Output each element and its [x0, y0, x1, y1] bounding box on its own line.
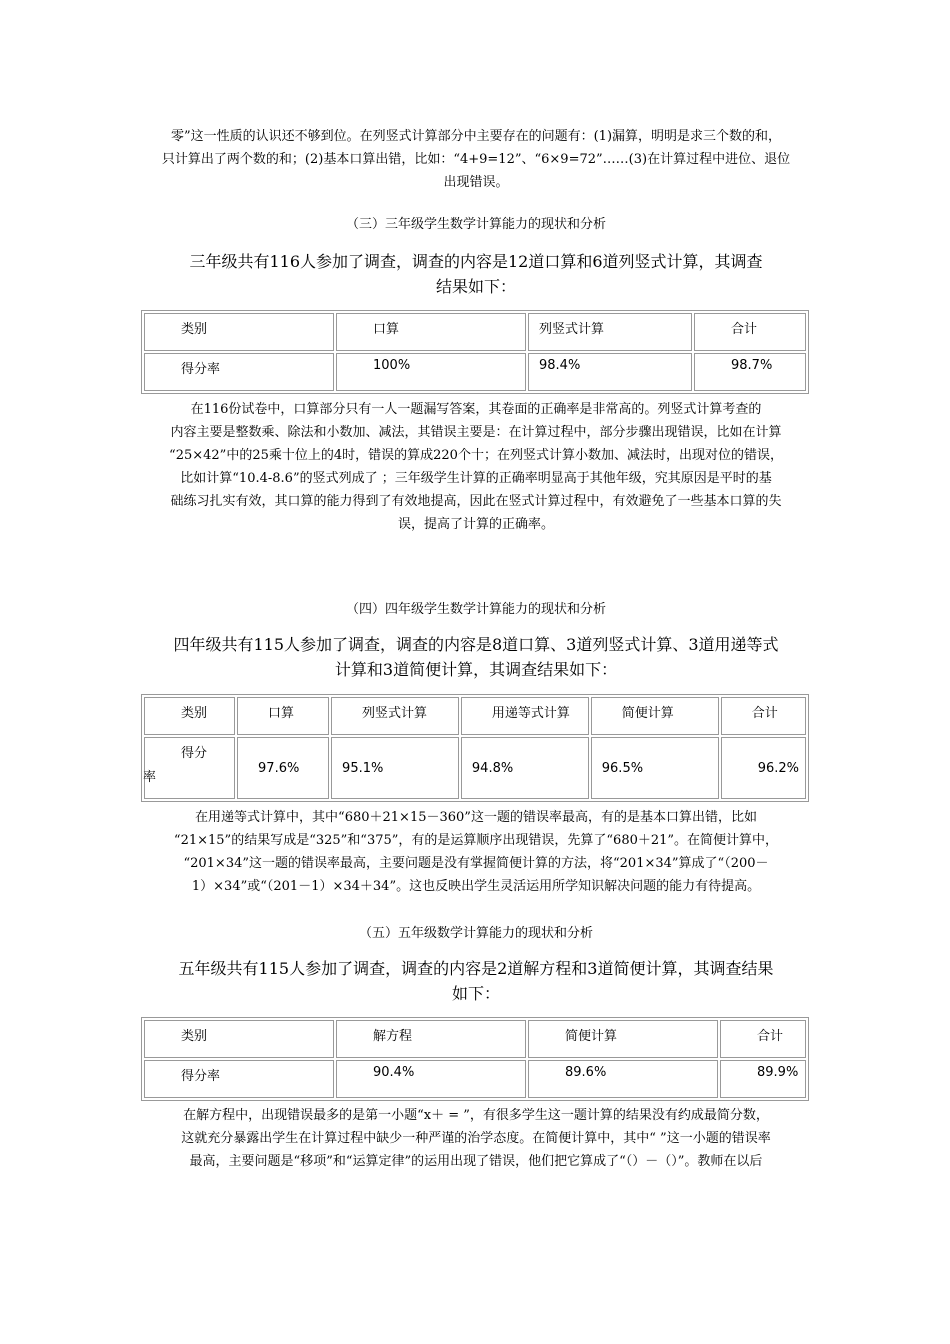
table-cell: 94.8% [461, 737, 589, 799]
text-line: 内容主要是整数乘、除法和小数加、减法，其错误主要是：在计算过程中，部分步骤出现错误，比如在计算 [170, 425, 782, 440]
table-row [144, 1060, 806, 1098]
section4-analysis [143, 806, 809, 898]
table-header-cell: 类别 [144, 1020, 334, 1058]
section5-intro [143, 956, 809, 1006]
table-header-cell: 解方程 [336, 1020, 526, 1058]
grade4-results-table [141, 694, 809, 802]
text-line: 最高，主要问题是“移项”和“运算定律”的运用出现了错误，他们把它算成了“（）－（）”。教师在以后 [189, 1154, 763, 1169]
text-line: 这就充分暴露出学生在计算过程中缺少一种严谨的治学态度。在简便计算中，其中“ ”这一小题的错误率 [181, 1131, 771, 1146]
table-header-cell: 用递等式计算 [461, 697, 589, 735]
text-line: 结果如下： [435, 277, 516, 296]
table-cell: 得分率 [144, 353, 334, 391]
table-header-cell: 合计 [720, 1020, 806, 1058]
text-line: 如下： [451, 984, 500, 1003]
table-header-row [144, 697, 806, 735]
text-line: 五年级共有115人参加了调查，调查的内容是2道解方程和3道简便计算，其调查结果 [178, 959, 774, 978]
table-cell: 89.9% [720, 1060, 806, 1098]
table-cell: 90.4% [336, 1060, 526, 1098]
grade3-results-table [141, 310, 809, 394]
table-header-row [144, 313, 806, 351]
text-line: 零”这一性质的认识还不够到位。在列竖式计算部分中主要存在的问题有：(1)漏算，明明是求三个数的和， [170, 129, 782, 144]
table-cell: 98.7% [694, 353, 806, 391]
table-header-cell: 合计 [721, 697, 806, 735]
section5-analysis [143, 1104, 809, 1173]
row-label-top: 得分 [181, 746, 208, 761]
table-cell: 97.6% [237, 737, 329, 799]
table-cell: 89.6% [528, 1060, 718, 1098]
table-header-cell: 类别 [144, 313, 334, 351]
table-cell: 95.1% [331, 737, 459, 799]
text-line: 出现错误。 [443, 175, 509, 190]
text-line: 础练习扎实有效，其口算的能力得到了有效地提高，因此在竖式计算过程中，有效避免了一些基本口算的失 [170, 494, 782, 509]
text-line: 计算和3道简便计算，其调查结果如下： [334, 660, 618, 679]
text-line: 三年级共有116人参加了调查，调查的内容是12道口算和6道列竖式计算，其调查 [189, 252, 763, 271]
table-cell: 96.2% [721, 737, 806, 799]
section4-heading: （四）四年级学生数学计算能力的现状和分析 [345, 602, 606, 617]
table-row [144, 737, 806, 799]
grade5-results-table [141, 1017, 809, 1101]
row-label-bottom: 率 [143, 770, 157, 785]
table-cell: 96.5% [591, 737, 719, 799]
section5-heading: （五）五年级数学计算能力的现状和分析 [358, 926, 593, 941]
text-line: 在解方程中，出现错误最多的是第一小题“x＋ = ”，有很多学生这一题计算的结果没有约成最简分数， [183, 1108, 769, 1123]
table-cell: 得分率 [144, 1060, 334, 1098]
text-line: 在116份试卷中，口算部分只有一人一题漏写答案，其卷面的正确率是非常高的。列竖式计算考查的 [190, 402, 762, 417]
table-header-cell: 口算 [237, 697, 329, 735]
text-line: 误，提高了计算的正确率。 [397, 517, 554, 532]
text-line: “25×42”中的25乘十位上的4时，错误的算成220个十；在列竖式计算小数加、减法时，出现对位的错误， [169, 448, 783, 463]
text-line: “21×15”的结果写成是“325”和“375”，有的是运算顺序出现错误，先算了“680＋21”。在简便计算中， [173, 833, 779, 848]
section4-intro [143, 632, 809, 682]
text-line: 比如计算“10.4-8.6”的竖式列成了 ；三年级学生计算的正确率明显高于其他年级，究其原因是平时的基 [180, 471, 772, 486]
table-cell: 98.4% [528, 353, 692, 391]
table-header-cell: 口算 [336, 313, 526, 351]
table-header-cell: 简便计算 [528, 1020, 718, 1058]
section3-intro [143, 249, 809, 299]
text-line: 1）×34”或“（201－1）×34＋34”。这也反映出学生灵活运用所学知识解决问题的能力有待提高。 [191, 879, 761, 894]
section3-analysis [143, 398, 809, 536]
text-line: 只计算出了两个数的和；(2)基本口算出错，比如：“4+9=12”、“6×9=72”……(3)在计算过程中进位、退位 [161, 152, 791, 167]
intro-paragraph [143, 125, 809, 194]
table-row [144, 353, 806, 391]
text-line: 在用递等式计算中，其中“680＋21×15－360”这一题的错误率最高，有的是基本口算出错，比如 [195, 810, 757, 825]
table-row-label [144, 737, 235, 799]
table-header-cell: 简便计算 [591, 697, 719, 735]
section3-heading: （三）三年级学生数学计算能力的现状和分析 [345, 217, 606, 232]
text-line: “201×34”这一题的错误率最高，主要问题是没有掌握简便计算的方法，将“201×34”算成了“（200－ [183, 856, 769, 871]
table-cell: 100% [336, 353, 526, 391]
table-header-cell: 合计 [694, 313, 806, 351]
text-line: 四年级共有115人参加了调查，调查的内容是8道口算、3道列竖式计算、3道用递等式 [173, 635, 779, 654]
table-header-cell: 列竖式计算 [528, 313, 692, 351]
table-header-cell: 类别 [144, 697, 235, 735]
table-header-cell: 列竖式计算 [331, 697, 459, 735]
table-header-row [144, 1020, 806, 1058]
